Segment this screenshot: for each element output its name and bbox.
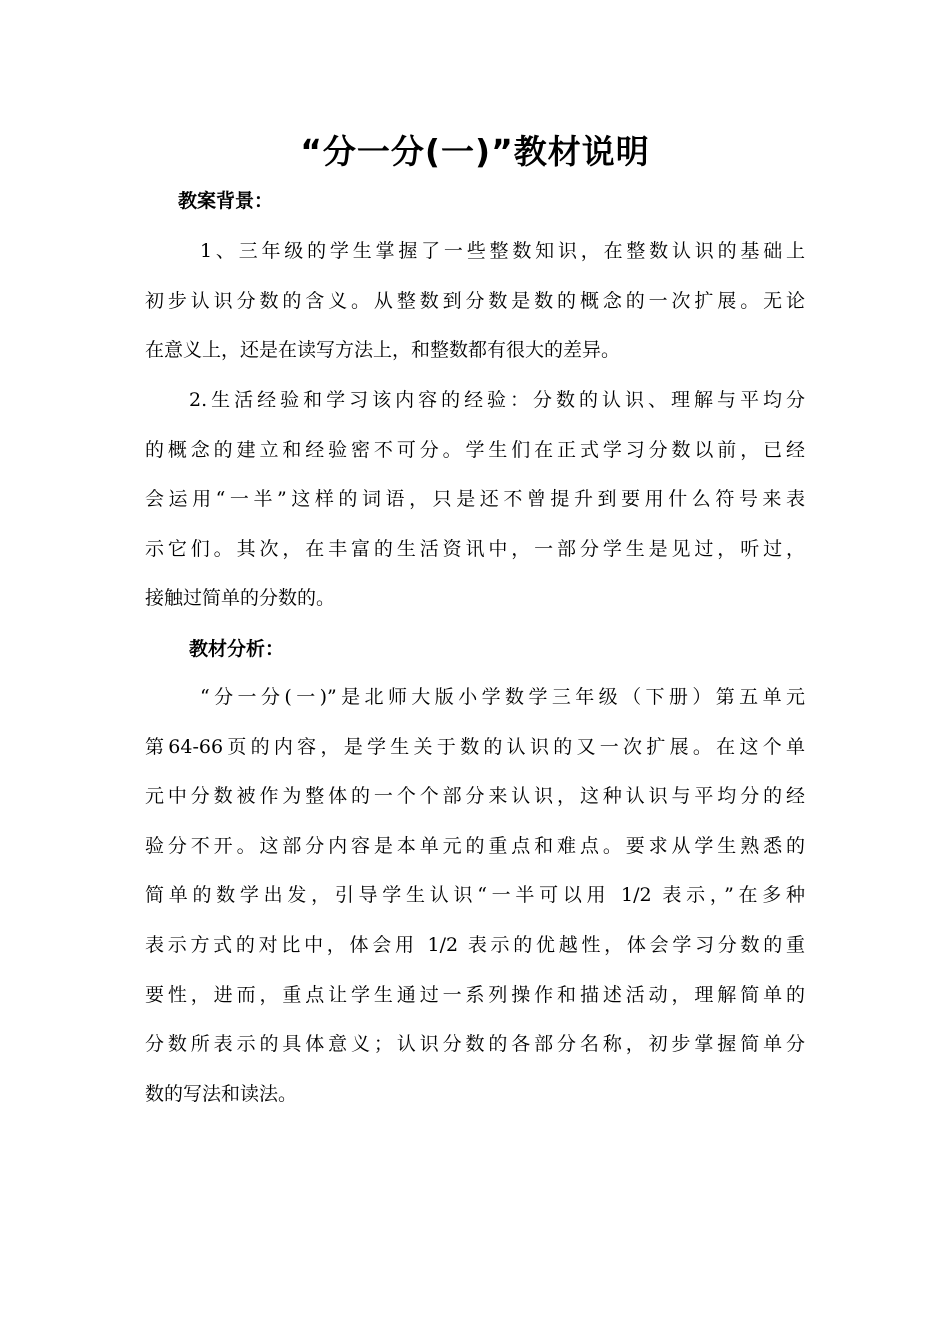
paragraph-line: 数的写法和读法。 [145, 1082, 298, 1105]
paragraph-line: 接触过简单的分数的。 [145, 587, 336, 610]
paragraph-line: 2.生活经验和学习该内容的经验：分数的认识、理解与平均分 [189, 389, 805, 411]
paragraph-line: 会运用“一半”这样的词语，只是还不曾提升到要用什么符号来表 [145, 488, 805, 511]
paragraph-line: 分数所表示的具体意义；认识分数的各部分名称，初步掌握简单分 [145, 1033, 805, 1056]
paragraph-line: 表示方式的对比中，体会用 1/2 表示的优越性，体会学习分数的重 [145, 933, 805, 956]
document-title: “分一分(一)”教材说明 [300, 132, 650, 171]
paragraph-line: 要性，进而，重点让学生通过一系列操作和描述活动，理解简单的 [145, 983, 805, 1006]
paragraph-line: 的概念的建立和经验密不可分。学生们在正式学习分数以前，已经 [145, 438, 805, 461]
background-paragraph-2 [145, 376, 805, 624]
paragraph-line: 示它们。其次，在丰富的生活资讯中，一部分学生是见过，听过， [145, 537, 805, 560]
paragraph-line: 元中分数被作为整体的一个个部分来认识，这种认识与平均分的经 [145, 785, 805, 808]
background-heading: 教案背景： [178, 190, 274, 212]
paragraph-line: “分一分(一)”是北师大版小学数学三年级（下册）第五单元 [200, 686, 805, 708]
background-paragraph-1 [145, 227, 805, 376]
analysis-paragraph [145, 673, 805, 1119]
paragraph-line: 1、三年级的学生掌握了一些整数知识，在整数认识的基础上 [200, 240, 805, 262]
paragraph-line: 简单的数学出发，引导学生认识“一半可以用 1/2 表示，”在多种 [145, 884, 805, 907]
paragraph-line: 在意义上，还是在读写方法上，和整数都有很大的差异。 [145, 339, 621, 362]
paragraph-line: 验分不开。这部分内容是本单元的重点和难点。要求从学生熟悉的 [145, 834, 805, 857]
analysis-heading: 教材分析： [189, 638, 285, 660]
paragraph-line: 初步认识分数的含义。从整数到分数是数的概念的一次扩展。无论 [145, 289, 805, 312]
paragraph-line: 第64-66页的内容，是学生关于数的认识的又一次扩展。在这个单 [145, 735, 805, 758]
